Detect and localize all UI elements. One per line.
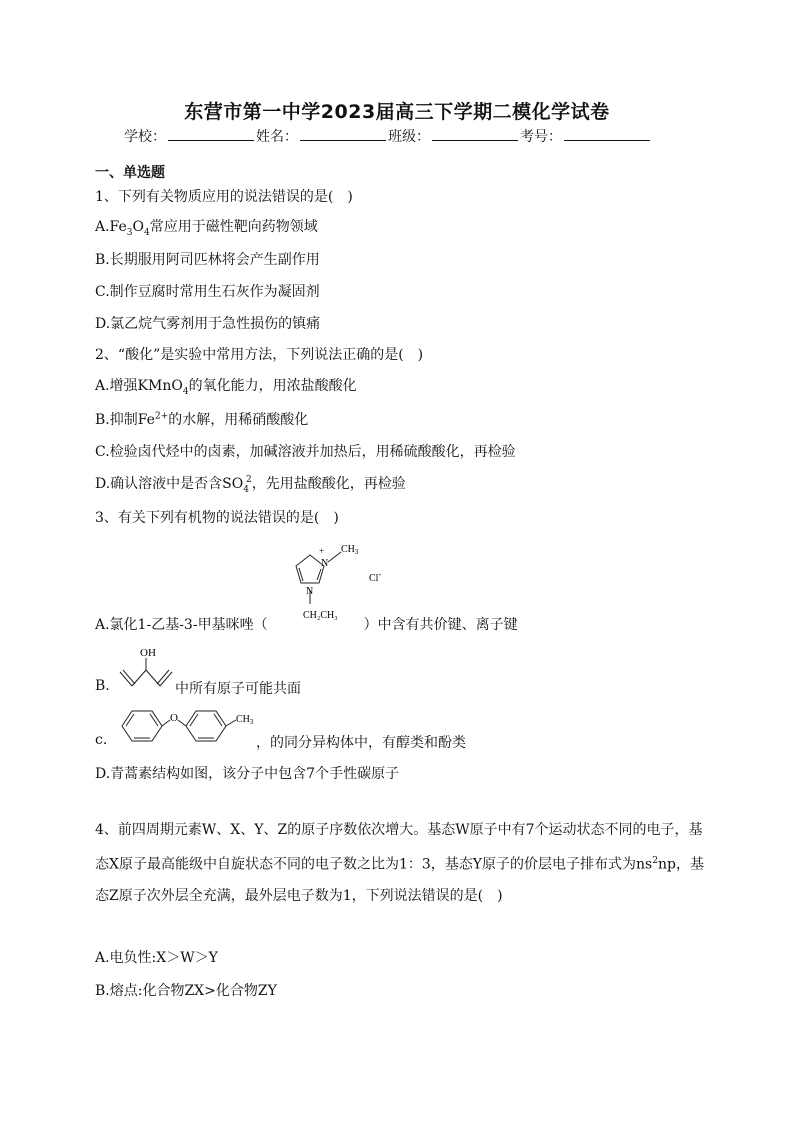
- imidazole-ring: [296, 555, 324, 583]
- oh-label: OH: [140, 647, 156, 659]
- q2-option-c: C.检验卤代烃中的卤素，加碱溶液并加热后，用稀硫酸酸化，再检验: [95, 444, 516, 460]
- ring1-double-b: [150, 714, 158, 726]
- q1-stem: 1、下列有关物质应用的说法错误的是( ): [95, 189, 353, 205]
- chain-1: [132, 670, 146, 686]
- q3-a-pre: A.氯化1-乙基-3-甲基咪唑（: [95, 617, 268, 633]
- q1-a-mid: O: [132, 219, 145, 235]
- q2-b-post: 的水解，用稀硝酸酸化: [168, 412, 309, 428]
- ch3-label: [341, 544, 359, 556]
- q3-option-b-text: 中所有原子可能共面: [175, 681, 301, 697]
- c-methyl-label: [236, 714, 254, 726]
- benzene-ring-2: [186, 711, 226, 741]
- ring2-double-b: [214, 714, 222, 726]
- q2-option-b: [95, 409, 308, 429]
- q1-a-pre: A.Fe: [95, 219, 127, 235]
- q4-stem-2: np，基态Z原子次外层全充满，最外层电子数为1，下列说法错误的是( ): [95, 856, 704, 904]
- ether-oxygen: O: [170, 712, 178, 724]
- q3-option-c-label: c.: [95, 732, 108, 748]
- q3-stem: 3、有关下列有机物的说法错误的是( ): [95, 510, 339, 526]
- q4-stem: [95, 815, 705, 912]
- q2-d-post: ，先用盐酸酸化，再检验: [251, 476, 406, 492]
- q3-option-d: D.青蒿素结构如图，该分子中包含7个手性碳原子: [95, 766, 400, 782]
- q2-a-pre: A.增强KMnO: [95, 378, 183, 394]
- aryl-ether-structure: [112, 706, 262, 746]
- class-label: 班级：: [388, 129, 430, 145]
- q4-option-a: A.电负性:X＞W＞Y: [95, 950, 218, 966]
- name-label: 姓名：: [256, 129, 298, 145]
- q3-option-b-label: B.: [95, 678, 110, 694]
- section-heading: 一、单选题: [95, 165, 165, 181]
- exam-no-label: 考号：: [520, 129, 562, 145]
- chloride-label: [369, 570, 381, 584]
- q2-a-post: 的氧化能力，用浓盐酸酸化: [188, 378, 357, 394]
- dienol-structure: [118, 646, 178, 692]
- q2-a-sub: 4: [182, 386, 189, 397]
- q1-a-sub2: 4: [144, 227, 150, 238]
- q1-a-sub1: 3: [126, 227, 133, 238]
- methyl-bond-c: [226, 720, 236, 726]
- exam-no-blank[interactable]: [564, 126, 650, 141]
- ring2-double-a: [190, 714, 198, 726]
- q2-option-a: [95, 375, 357, 397]
- n-plus-atom: N: [321, 558, 329, 569]
- q1-option-d: D.氯乙烷气雾剂用于急性损伤的镇痛: [95, 316, 321, 332]
- q2-option-d: [95, 473, 406, 495]
- ethyl-label: CH₂CH₃: [303, 610, 338, 621]
- cl-sup: -: [378, 570, 382, 579]
- q2-d-sup: 2: [245, 475, 252, 486]
- q3-option-c-text: ，的同分异构体中，有醇类和酚类: [256, 735, 466, 751]
- student-info-line: [124, 126, 652, 146]
- q2-d-sub: 4: [243, 484, 249, 495]
- page-title: 东营市第一中学2023届高三下学期二模化学试卷: [184, 101, 610, 123]
- q4-stem-sup: 2: [652, 856, 658, 866]
- c-ch3-text: CH: [236, 714, 250, 725]
- q1-option-b: B.长期服用阿司匹林将会产生副作用: [95, 252, 320, 268]
- q1-option-c: C.制作豆腐时常用生石灰作为凝固剂: [95, 284, 320, 300]
- q4-option-b: B.熔点:化合物ZX>化合物ZY: [95, 983, 277, 999]
- q2-b-sup: 2+: [154, 411, 169, 422]
- cl-text: Cl: [369, 573, 379, 584]
- n-atom: N: [306, 586, 314, 597]
- ring1-double-a: [126, 714, 134, 726]
- plus-charge: +: [319, 546, 325, 556]
- c-ch3-sub: 3: [249, 718, 254, 726]
- q1-option-a: [95, 216, 318, 238]
- ch3-text: CH: [341, 544, 355, 555]
- q2-b-pre: B.抑制Fe: [95, 412, 155, 428]
- class-blank[interactable]: [432, 126, 518, 141]
- benzene-ring-1: [122, 711, 162, 741]
- ether-bond-2: [178, 720, 186, 726]
- ch3-sub: 3: [354, 548, 359, 556]
- q2-stem: 2、“酸化”是实验中常用方法，下列说法正确的是( ): [95, 347, 424, 363]
- methyl-bond: [328, 552, 341, 562]
- q3-option-a: [95, 614, 518, 634]
- q4-stem-1: 4、前四周期元素W、X、Y、Z的原子序数依次增大。基态W原子中有7个运动状态不同的电子，基态X原子最高能级中自旋状态不同的电子数之比为1：3，基态Y原子的价层电子排布式为ns: [95, 822, 703, 873]
- ether-bond-1: [162, 720, 170, 726]
- q1-a-post: 常应用于磁性靶向药物领域: [149, 219, 318, 235]
- school-label: 学校：: [124, 129, 166, 145]
- q2-d-pre: D.确认溶液中是否含SO: [95, 476, 244, 492]
- q3-a-post: ）中含有共价键、离子键: [363, 617, 518, 633]
- name-blank[interactable]: [300, 126, 386, 141]
- school-blank[interactable]: [168, 126, 254, 141]
